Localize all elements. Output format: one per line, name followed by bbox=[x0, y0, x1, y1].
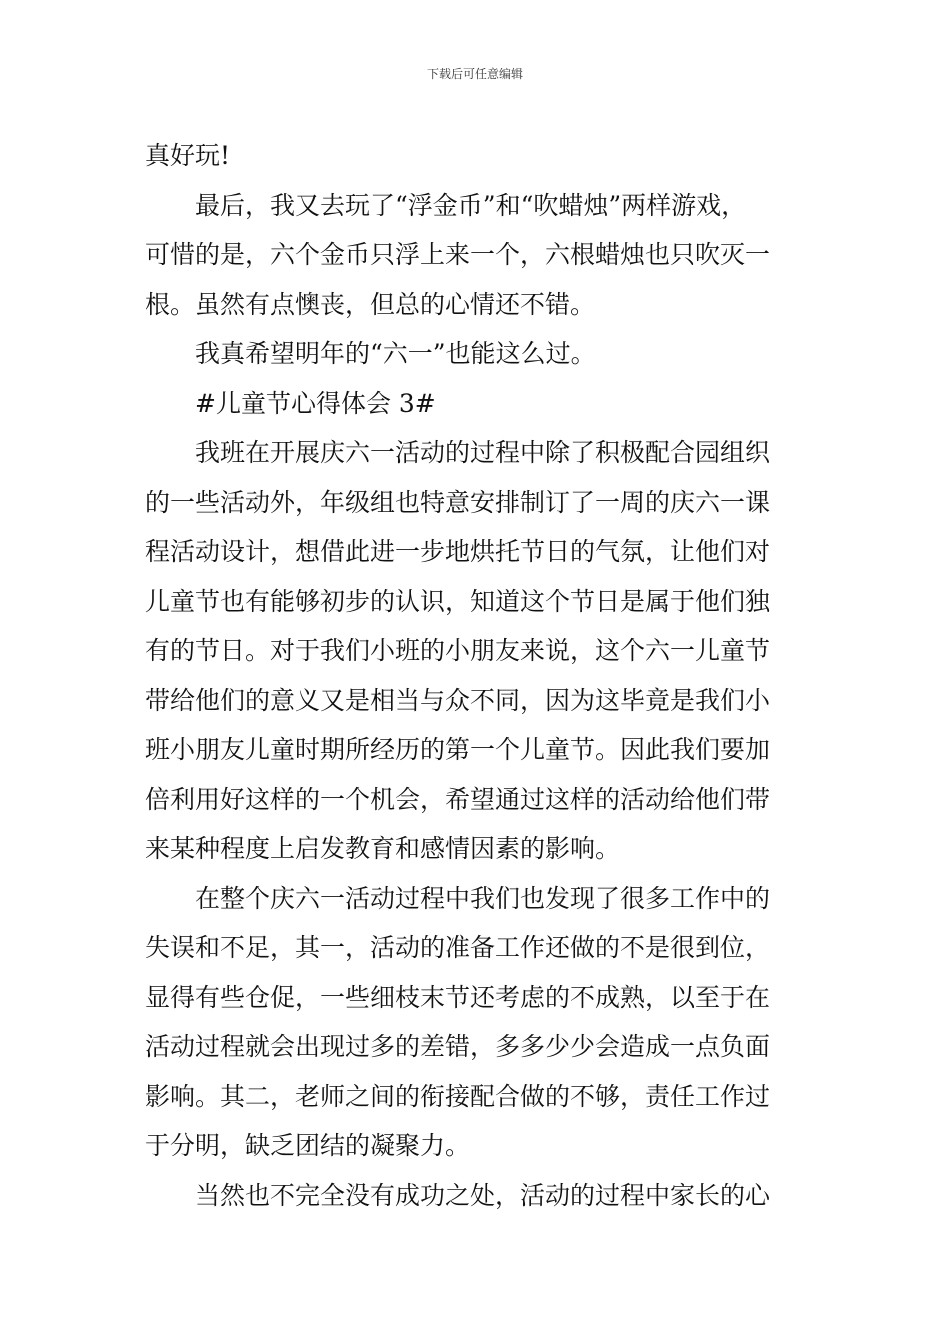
text-line: 我真希望明年的“六一”也能这么过。 bbox=[195, 339, 596, 368]
text-line: 来某种程度上启发教育和感情因素的影响。 bbox=[145, 834, 621, 863]
text-line: 可惜的是，六个金币只浮上来一个，六根蜡烛也只吹灭一 bbox=[145, 240, 771, 269]
text-line: 活动过程就会出现过多的差错，多多少少会造成一点负面 bbox=[145, 1032, 771, 1061]
text-line: 当然也不完全没有成功之处，活动的过程中家长的心 bbox=[195, 1180, 771, 1210]
text-line: 根。虽然有点懊丧，但总的心情还不错。 bbox=[145, 289, 596, 319]
text-line: 真好玩! bbox=[145, 141, 231, 170]
text-line: 显得有些仓促，一些细枝末节还考虑的不成熟，以至于在 bbox=[145, 982, 771, 1012]
section-heading: #儿童节心得体会 3# bbox=[195, 388, 436, 418]
text-line: 失误和不足，其一，活动的准备工作还做的不是很到位， bbox=[145, 933, 771, 962]
page-header: 下载后可任意编辑 bbox=[426, 67, 523, 81]
text-line: 我班在开展庆六一活动的过程中除了积极配合园组织 bbox=[195, 438, 771, 467]
text-line: 影响。其二，老师之间的衔接配合做的不够，责任工作过 bbox=[145, 1081, 771, 1111]
text-line: 倍利用好这样的一个机会，希望通过这样的活动给他们带 bbox=[145, 784, 771, 814]
text-line: 在整个庆六一活动过程中我们也发现了很多工作中的 bbox=[195, 883, 771, 913]
document-body bbox=[145, 131, 815, 1220]
text-line: 最后，我又去玩了“浮金币”和“吹蜡烛”两样游戏， bbox=[195, 190, 747, 220]
text-line: 班小朋友儿童时期所经历的第一个儿童节。因此我们要加 bbox=[145, 735, 771, 764]
text-line: 的一些活动外，年级组也特意安排制订了一周的庆六一课 bbox=[145, 487, 771, 517]
text-line: 带给他们的意义又是相当与众不同，因为这毕竟是我们小 bbox=[145, 685, 771, 715]
text-line: 儿童节也有能够初步的认识，知道这个节日是属于他们独 bbox=[145, 586, 771, 616]
text-line: 有的节日。对于我们小班的小朋友来说，这个六一儿童节 bbox=[145, 636, 771, 665]
text-line: 于分明，缺乏团结的凝聚力。 bbox=[145, 1131, 471, 1160]
text-line: 程活动设计，想借此进一步地烘托节日的气氛，让他们对 bbox=[145, 537, 771, 566]
